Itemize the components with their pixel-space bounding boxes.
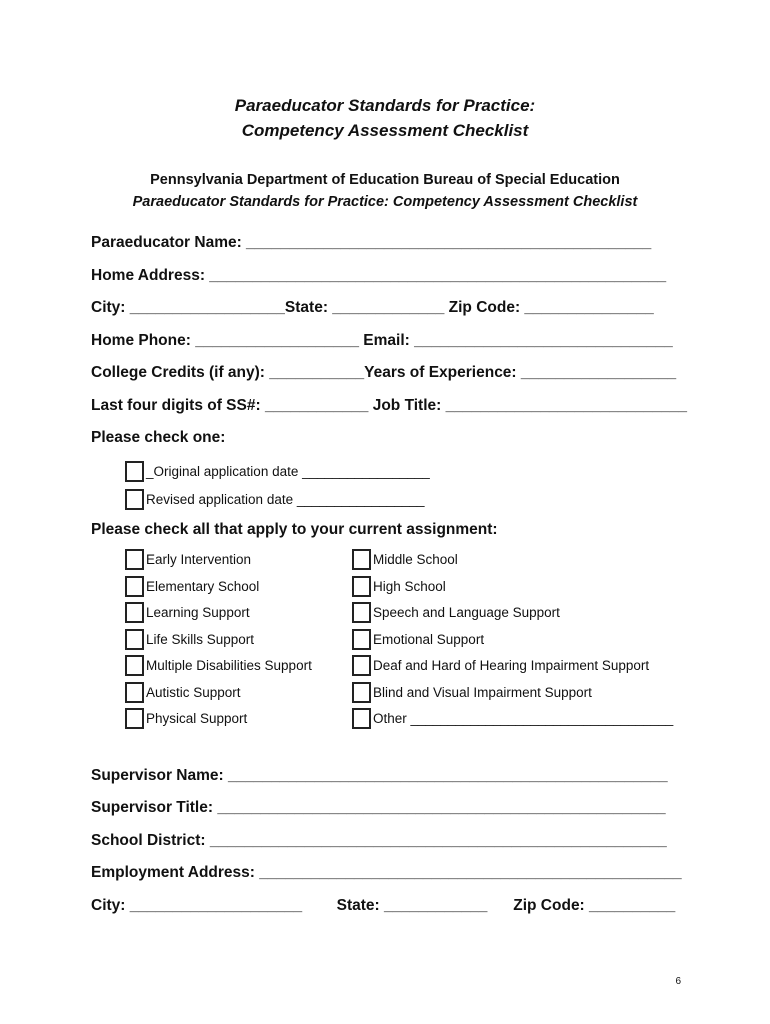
- option-label: Revised application date _________________: [146, 491, 425, 507]
- option-label: Deaf and Hard of Hearing Impairment Support: [373, 657, 650, 673]
- checkbox[interactable]: [125, 655, 144, 676]
- option-label: Middle School: [373, 551, 458, 567]
- paraeducator-name-field[interactable]: Paraeducator Name: _______________________________________________: [91, 234, 652, 251]
- option-label: Elementary School: [146, 578, 260, 594]
- checkbox[interactable]: [125, 549, 144, 570]
- assignment-option-physical-support[interactable]: [125, 706, 247, 730]
- assignment-option-deaf-hard-of-hearing-support[interactable]: [352, 653, 649, 677]
- checkbox[interactable]: [352, 576, 371, 597]
- original-application-option[interactable]: [125, 459, 430, 483]
- option-label: Early Intervention: [146, 551, 252, 567]
- assignment-option-multiple-disabilities-support[interactable]: [125, 653, 312, 677]
- page-number: 6: [675, 976, 681, 987]
- form-title-line2: Competency Assessment Checklist: [241, 121, 529, 140]
- option-label: High School: [373, 578, 446, 594]
- option-label: Emotional Support: [373, 631, 485, 647]
- option-label: _Original application date _________________: [146, 463, 430, 479]
- city-state-zip-field[interactable]: City: __________________State: _____________ Zip Code: _______________: [91, 299, 654, 316]
- checkbox[interactable]: [352, 629, 371, 650]
- option-label: Physical Support: [146, 710, 248, 726]
- assignment-option-high-school[interactable]: [352, 574, 446, 598]
- assignment-option-emotional-support[interactable]: [352, 627, 484, 651]
- assignment-option-other[interactable]: [352, 706, 673, 730]
- phone-email-field[interactable]: Home Phone: ___________________ Email: ______________________________: [91, 332, 673, 349]
- organization-heading: Pennsylvania Department of Education Bureau of Special Education: [150, 172, 620, 188]
- assignment-option-early-intervention[interactable]: [125, 547, 251, 571]
- revised-application-option[interactable]: [125, 487, 424, 511]
- assignment-option-speech-language-support[interactable]: [352, 600, 560, 624]
- check-one-heading: Please check one:: [91, 429, 226, 446]
- employment-address-field[interactable]: Employment Address: _________________________________________________: [91, 864, 682, 881]
- checkbox[interactable]: [352, 708, 371, 729]
- checkbox[interactable]: [352, 602, 371, 623]
- checkbox[interactable]: [125, 708, 144, 729]
- credits-experience-field[interactable]: College Credits (if any): ___________Years of Experience: __________________: [91, 364, 677, 381]
- assignment-option-blind-visual-impairment-support[interactable]: [352, 680, 592, 704]
- home-address-field[interactable]: Home Address: _____________________________________________________: [91, 267, 667, 284]
- employment-city-state-zip-field[interactable]: City: ____________________ State: ____________ Zip Code: __________: [91, 897, 676, 914]
- option-label: Learning Support: [146, 604, 250, 620]
- checkbox[interactable]: [125, 489, 144, 510]
- option-label: Blind and Visual Impairment Support: [373, 684, 592, 700]
- assignment-option-elementary-school[interactable]: [125, 574, 259, 598]
- supervisor-title-field[interactable]: Supervisor Title: ____________________________________________________: [91, 799, 666, 816]
- assignment-option-autistic-support[interactable]: [125, 680, 241, 704]
- option-label: Multiple Disabilities Support: [146, 657, 312, 673]
- checkbox[interactable]: [125, 576, 144, 597]
- option-label: Life Skills Support: [146, 631, 255, 647]
- assignment-heading: Please check all that apply to your current assignment:: [91, 521, 498, 538]
- assignment-option-learning-support[interactable]: [125, 600, 250, 624]
- ssn-job-title-field[interactable]: Last four digits of SS#: ____________ Job Title: ____________________________: [91, 397, 687, 414]
- option-label: Other ___________________________________: [373, 710, 674, 726]
- option-label: Autistic Support: [146, 684, 241, 700]
- checkbox[interactable]: [352, 549, 371, 570]
- checkbox[interactable]: [125, 682, 144, 703]
- school-district-field[interactable]: School District: _____________________________________________________: [91, 832, 667, 849]
- supervisor-name-field[interactable]: Supervisor Name: ___________________________________________________: [91, 767, 668, 784]
- form-subtitle: Paraeducator Standards for Practice: Competency Assessment Checklist: [132, 194, 638, 210]
- assignment-option-middle-school[interactable]: [352, 547, 458, 571]
- assignment-option-life-skills-support[interactable]: [125, 627, 254, 651]
- form-title-line1: Paraeducator Standards for Practice:: [234, 96, 536, 115]
- checkbox[interactable]: [125, 629, 144, 650]
- checkbox[interactable]: [125, 602, 144, 623]
- checkbox[interactable]: [352, 682, 371, 703]
- option-label: Speech and Language Support: [373, 604, 560, 620]
- checkbox[interactable]: [352, 655, 371, 676]
- checkbox[interactable]: [125, 461, 144, 482]
